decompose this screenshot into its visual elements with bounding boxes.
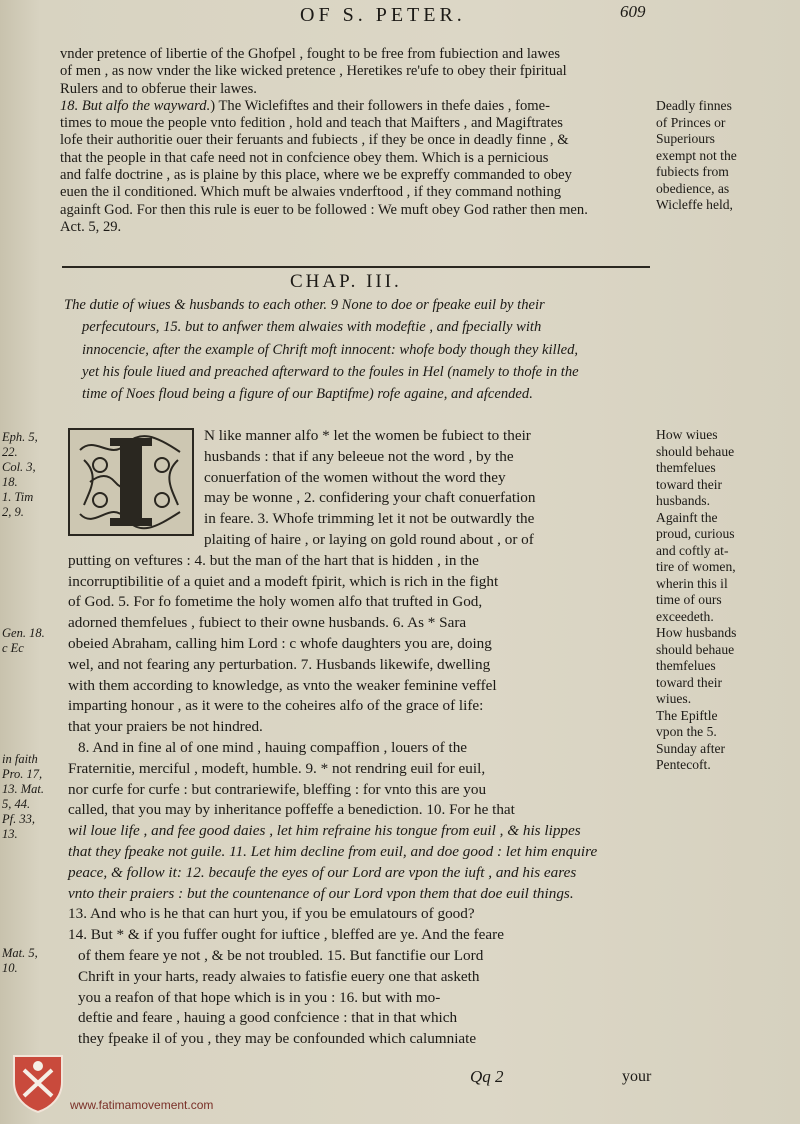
summary-line: perfecutours, 15. but to anfwer them alwaies with modeftie , and fpecially with bbox=[82, 319, 542, 336]
margin-line: tire of women, bbox=[656, 559, 736, 574]
summary-line: The dutie of wiues & husbands to each other. 9 None to doe or fpeake euil by their bbox=[64, 297, 545, 313]
summary-line: innocencie, after the example of Chrift moft innocent: whofe body though they killed, bbox=[82, 341, 579, 358]
margin-line: themfelues bbox=[656, 460, 716, 475]
margin-line: How husbands bbox=[656, 625, 737, 640]
margin-line: Deadly finnes bbox=[656, 98, 732, 113]
margin-line: fubiects from bbox=[656, 164, 729, 179]
top-text-block bbox=[60, 46, 650, 236]
margin-ref: 18. bbox=[2, 475, 18, 489]
text-line: Act. 5, 29. bbox=[60, 218, 122, 235]
margin-ref: 1. Tim bbox=[2, 490, 34, 504]
margin-line: themfelues bbox=[656, 658, 716, 673]
margin-ref: Eph. 5, bbox=[2, 430, 38, 444]
margin-line: Wicleffe held, bbox=[656, 197, 733, 212]
body-line: obeied Abraham, calling him Lord : c whofe daughters you are, doing bbox=[68, 634, 492, 652]
text-line: lofe their authoritie ouer their feruants and fubiects , if they be once in deadly finne , & bbox=[60, 132, 569, 149]
margin-line: toward their bbox=[656, 674, 723, 690]
chapter-heading: CHAP. III. bbox=[290, 271, 402, 292]
text-line: Rulers and to obferue their lawes. bbox=[60, 80, 257, 97]
margin-ref: 10. bbox=[2, 961, 18, 975]
margin-ref: Mat. 5, bbox=[2, 946, 38, 960]
papal-shield-logo-icon bbox=[10, 1052, 66, 1114]
text-line: that the people in that cafe need not in confcience obey them. Which is a pernicious bbox=[60, 149, 549, 166]
main-text bbox=[68, 426, 658, 1050]
margin-ref: Gen. 18. bbox=[2, 626, 45, 640]
margin-line: How wiues bbox=[656, 427, 718, 442]
body-line: that they fpeake not guile. 11. Let him decline from euil, and doe good : let him enquire bbox=[68, 842, 598, 860]
margin-line: wiues. bbox=[656, 691, 692, 706]
margin-line: toward their bbox=[656, 476, 723, 492]
margin-ref: Pro. 17, bbox=[2, 767, 43, 781]
margin-ref: 13. Mat. bbox=[2, 782, 45, 796]
left-margin-refs-3 bbox=[2, 752, 60, 842]
body-line: of them feare ye not , & be not troubled. 15. But fanctifie our Lord bbox=[78, 946, 484, 964]
body-line: incorruptibilitie of a quiet and a modeft fpirit, which is rich in the fight bbox=[68, 572, 499, 590]
body-line: 8. And in fine al of one mind , hauing compaffion , louers of the bbox=[78, 738, 468, 756]
margin-line: should behaue bbox=[656, 641, 735, 657]
margin-ref: Col. 3, bbox=[2, 460, 36, 474]
body-line: in feare. 3. Whofe trimming let it not be outwardly the bbox=[204, 510, 535, 528]
margin-ref: in faith bbox=[2, 752, 38, 766]
text-line: euen the il conditioned. Which muft be alwaies vnderftood , if they command nothing bbox=[60, 184, 562, 201]
body-line: Chrift in your harts, ready alwaies to fatisfie euery one that asketh bbox=[78, 967, 480, 985]
margin-line: Pentecoft. bbox=[656, 757, 711, 772]
body-line: wil loue life , and fee good daies , let him refraine his tongue from euil , & his lippes bbox=[68, 822, 581, 840]
summary-line: time of Noes floud being a figure of our Baptifme) rofe againe, and afcended. bbox=[82, 386, 533, 403]
body-line: Fraternitie, merciful , modeft, humble. 9. * not rendring euil for euil, bbox=[68, 759, 486, 777]
body-line: husbands : that if any beleeue not the word , by the bbox=[204, 447, 514, 465]
body-line: conuerfation of the women without the word they bbox=[204, 468, 506, 486]
body-line: vnto their praiers : but the countenance of our Lord vpon them that doe euil things. bbox=[68, 884, 574, 902]
margin-line: obedience, as bbox=[656, 180, 730, 196]
margin-line: exempt not the bbox=[656, 147, 737, 163]
annotation-label: 18. But alfo the wayward. bbox=[60, 97, 211, 114]
page-number: 609 bbox=[620, 2, 646, 21]
body-line: you a reafon of that hope which is in you : 16. but with mo- bbox=[78, 988, 441, 1006]
text-line: times to moue the people vnto fedition , hold and teach that Maifters , and Magiftrates bbox=[60, 115, 563, 132]
divider-rule bbox=[62, 266, 650, 268]
text-line: vnder pretence of libertie of the Ghofpel , fought to be free from fubiection and lawes bbox=[60, 46, 561, 62]
margin-line: vpon the 5. bbox=[656, 724, 717, 739]
margin-line: exceedeth. bbox=[656, 608, 714, 624]
body-line: peace, & follow it: 12. becaufe the eyes of our Lord are vpon the iuft , and his eares bbox=[68, 863, 577, 881]
margin-ref: 2, 9. bbox=[2, 505, 24, 519]
running-title: OF S. PETER. bbox=[300, 4, 466, 26]
text-line: of men , as now vnder the like wicked pretence , Heretikes re'ufe to obey their fpiritual bbox=[60, 63, 567, 80]
body-line: called, that you may by inheritance poffeffe a benediction. 10. For he that bbox=[68, 801, 515, 819]
margin-line: The Epiftle bbox=[656, 707, 718, 723]
summary-line: yet his foule liued and preached afterward to the foules in Hel (namely to thofe in the bbox=[82, 363, 579, 380]
margin-line: wherin this il bbox=[656, 575, 728, 591]
body-line: imparting honour , as it were to the coheires alfo of the grace of life: bbox=[68, 697, 484, 715]
chapter-summary bbox=[64, 294, 664, 405]
margin-line: husbands. bbox=[656, 493, 710, 508]
margin-line: proud, curious bbox=[656, 526, 735, 541]
body-line: wel, and not fearing any perturbation. 7. Husbands likewife, dwelling bbox=[68, 655, 491, 673]
margin-ref: 22. bbox=[2, 445, 18, 459]
left-margin-refs-1 bbox=[2, 430, 60, 520]
body-line: plaiting of haire , or laying on gold round about , or of bbox=[204, 530, 534, 548]
margin-line: Sunday after bbox=[656, 740, 726, 756]
catchword: your bbox=[622, 1068, 652, 1085]
body-line: deftie and feare , hauing a good confcience : that in that which bbox=[78, 1009, 458, 1027]
margin-line: should behaue bbox=[656, 443, 735, 459]
body-line: adorned themfelues , fubiect to their owne husbands. 6. As * Sara bbox=[68, 614, 467, 632]
right-margin-note-top bbox=[656, 98, 796, 214]
margin-line: time of ours bbox=[656, 592, 722, 607]
margin-ref: 13. bbox=[2, 827, 18, 841]
body-line: they fpeake il of you , they may be confounded which calumniate bbox=[78, 1030, 477, 1048]
body-line: of God. 5. For fo fometime the holy women alfo that trufted in God, bbox=[68, 593, 483, 611]
body-line: putting on veftures : 4. but the man of the hart that is hidden , in the bbox=[68, 551, 479, 569]
body-line: that your praiers be not hindred. bbox=[68, 718, 263, 736]
left-margin-refs-4 bbox=[2, 946, 60, 976]
body-line: 14. But * & if you fuffer ought for iuftice , bleffed are ye. And the feare bbox=[68, 926, 504, 944]
margin-ref: Pf. 33, bbox=[2, 812, 35, 826]
margin-line: and coftly at- bbox=[656, 542, 729, 558]
text-line: and falfe doctrine , as is plaine by this place, where we be expreffy commanded to obey bbox=[60, 167, 572, 184]
annotation-line: 18. But alfo the wayward.) The Wiclefiftes and their followers in thefe daies , fome- bbox=[60, 97, 550, 114]
body-line: may be wonne , 2. confidering your chaft conuerfation bbox=[204, 489, 536, 507]
signature-mark: Qq 2 bbox=[470, 1067, 504, 1086]
text-line: againft God. For then this rule is euer to be followed : We muft obey God rather then men. bbox=[60, 201, 588, 218]
margin-line: Againft the bbox=[656, 509, 718, 525]
body-line: nor curfe for curfe : but contrariewife, bleffing : for vnto this are you bbox=[68, 780, 487, 798]
margin-ref: 5, 44. bbox=[2, 797, 31, 811]
left-margin-refs-2 bbox=[2, 626, 60, 656]
margin-line: Superiours bbox=[656, 131, 715, 146]
margin-ref: c Ec bbox=[2, 641, 24, 655]
body-line: 13. And who is he that can hurt you, if you be emulatours of good? bbox=[68, 905, 475, 923]
margin-line: of Princes or bbox=[656, 114, 726, 130]
right-margin-notes-body bbox=[656, 427, 796, 774]
watermark-url: www.fatimamovement.com bbox=[70, 1098, 214, 1112]
body-line: N like manner alfo * let the women be fubiect to their bbox=[204, 427, 531, 444]
body-line: with them according to knowledge, as vnto the weaker feminine veffel bbox=[68, 676, 497, 694]
